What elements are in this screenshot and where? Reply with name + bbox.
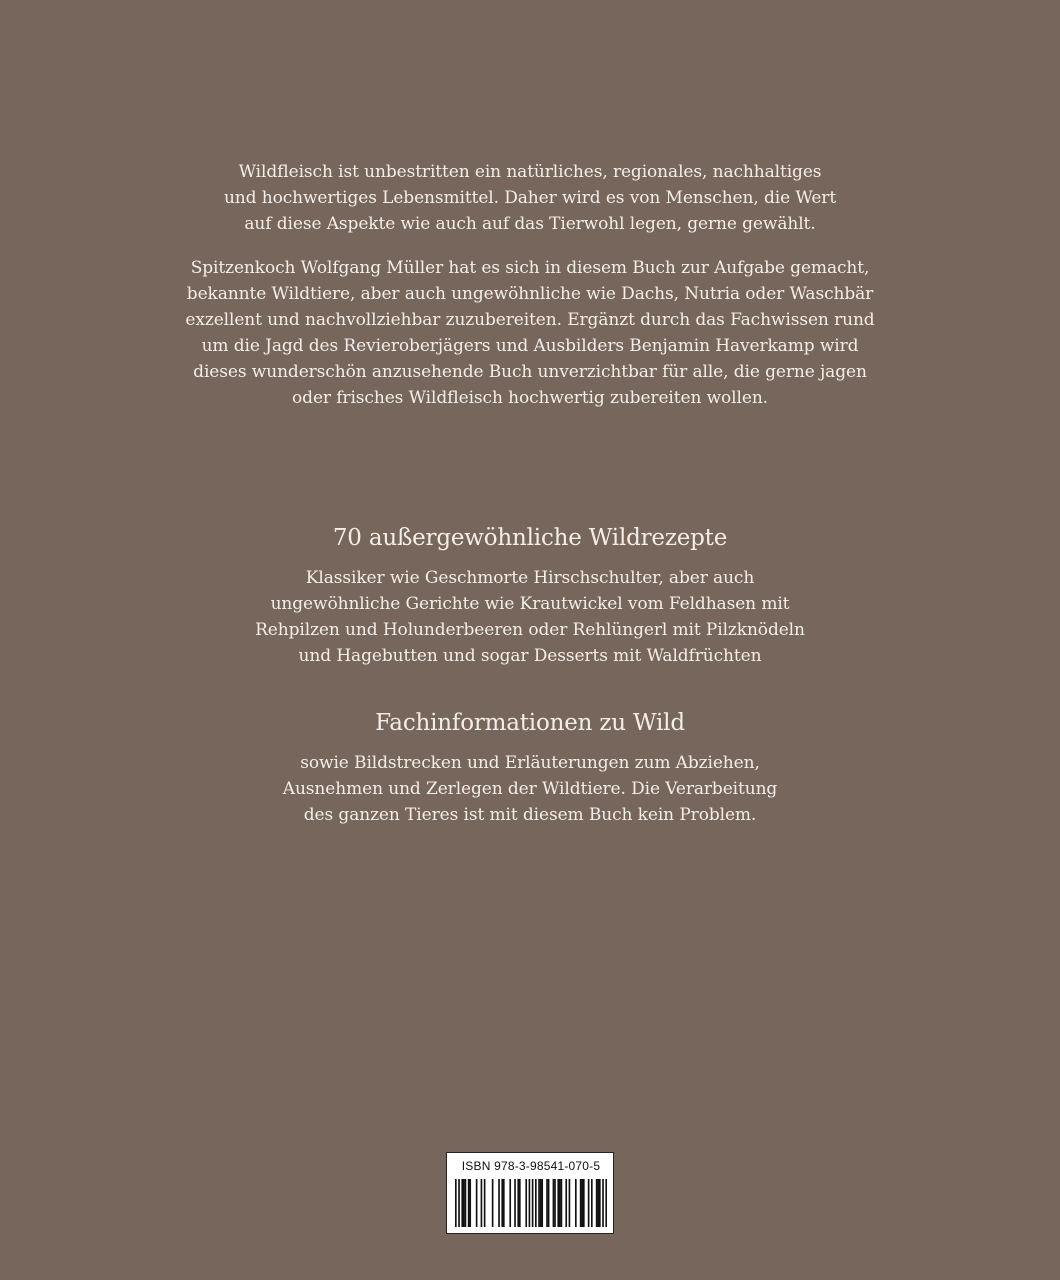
barcode-bar	[597, 1179, 599, 1227]
barcode-bar	[509, 1179, 511, 1227]
isbn-label: ISBN 978-3-98541-070-5	[461, 1159, 601, 1173]
barcode-bar	[588, 1179, 590, 1227]
section-line: und Hagebutten und sogar Desserts mit Waldfrüchten	[298, 646, 762, 666]
barcode-bar	[463, 1179, 465, 1227]
barcode-bar	[468, 1179, 470, 1227]
section-text-wild-info	[130, 750, 930, 828]
section-line: ungewöhnliche Gerichte wie Krautwickel vom Feldhasen mit	[270, 594, 790, 614]
barcode-bar	[575, 1179, 577, 1227]
barcode-bar	[553, 1179, 555, 1227]
barcode-bar	[461, 1179, 463, 1227]
barcode-bar	[581, 1179, 583, 1227]
barcode-bar	[569, 1179, 571, 1227]
barcode-bar	[605, 1179, 607, 1227]
barcode-bar	[517, 1179, 519, 1227]
barcode-bar	[484, 1179, 486, 1227]
section-line: sowie Bildstrecken und Erläuterungen zum Abziehen,	[300, 753, 760, 773]
intro-line: um die Jagd des Revieroberjägers und Ausbilders Benjamin Haverkamp wird	[201, 336, 859, 356]
section-line: Rehpilzen und Holunderbeeren oder Rehlüngerl mit Pilzknödeln	[255, 620, 805, 640]
barcode-bar	[565, 1179, 567, 1227]
barcode-bar	[541, 1179, 543, 1227]
intro-paragraph-2	[130, 255, 930, 411]
section-line: Klassiker wie Geschmorte Hirschschulter, aber auch	[305, 568, 755, 588]
barcode-bar	[501, 1179, 503, 1227]
barcode-bar	[561, 1179, 563, 1227]
section-heading-wild-info: Fachinformationen zu Wild	[375, 710, 685, 736]
barcode-bar	[583, 1179, 585, 1227]
barcode-bar	[458, 1179, 460, 1227]
barcode-bar	[492, 1179, 494, 1227]
section-text-recipes	[130, 565, 930, 669]
section-line: Ausnehmen und Zerlegen der Wildtiere. Die Verarbeitung	[282, 779, 778, 799]
intro-line: Spitzenkoch Wolfgang Müller hat es sich in diesem Buch zur Aufgabe gemacht,	[190, 258, 870, 278]
barcode-bar	[602, 1179, 604, 1227]
intro-line: Wildfleisch ist unbestritten ein natürliches, regionales, nachhaltiges	[238, 162, 822, 182]
section-line: des ganzen Tieres ist mit diesem Buch kein Problem.	[303, 805, 757, 825]
barcode-bar	[554, 1179, 556, 1227]
barcode-bar	[546, 1179, 548, 1227]
isbn-barcode	[446, 1152, 614, 1234]
barcode-bar	[476, 1179, 478, 1227]
barcode-bar	[481, 1179, 483, 1227]
barcode-bar	[548, 1179, 550, 1227]
barcode-bar	[557, 1179, 559, 1227]
intro-paragraph-1	[130, 159, 930, 237]
intro-line: dieses wunderschön anzusehende Buch unverzichtbar für alle, die gerne jagen	[193, 362, 867, 382]
barcode-bar	[525, 1179, 527, 1227]
intro-line: oder frisches Wildfleisch hochwertig zubereiten wollen.	[292, 388, 768, 408]
barcode-bar	[559, 1179, 561, 1227]
barcode-bar	[529, 1179, 531, 1227]
barcode-bar	[503, 1179, 505, 1227]
barcode-icon	[455, 1179, 607, 1227]
section-heading-recipes: 70 außergewöhnliche Wildrezepte	[332, 525, 728, 551]
barcode-bar	[532, 1179, 534, 1227]
intro-line: auf diese Aspekte wie auch auf das Tierwohl legen, gerne gewählt.	[244, 214, 816, 234]
barcode-bar	[455, 1179, 457, 1227]
barcode-bar	[538, 1179, 540, 1227]
barcode-bar	[596, 1179, 598, 1227]
barcode-bar	[580, 1179, 582, 1227]
barcode-bar	[591, 1179, 593, 1227]
intro-line: exzellent und nachvollziehbar zuzubereiten. Ergänzt durch das Fachwissen rund	[185, 310, 875, 330]
barcode-bar	[465, 1179, 467, 1227]
intro-line: bekannte Wildtiere, aber auch ungewöhnliche wie Dachs, Nutria oder Waschbär	[186, 284, 874, 304]
barcode-bar	[469, 1179, 471, 1227]
barcode-bar	[498, 1179, 500, 1227]
barcode-bar	[540, 1179, 542, 1227]
barcode-bar	[514, 1179, 516, 1227]
barcode-bar	[519, 1179, 521, 1227]
barcode-bar	[599, 1179, 601, 1227]
intro-line: und hochwertiges Lebensmittel. Daher wird es von Menschen, die Wert	[223, 188, 837, 208]
barcode-bar	[535, 1179, 537, 1227]
